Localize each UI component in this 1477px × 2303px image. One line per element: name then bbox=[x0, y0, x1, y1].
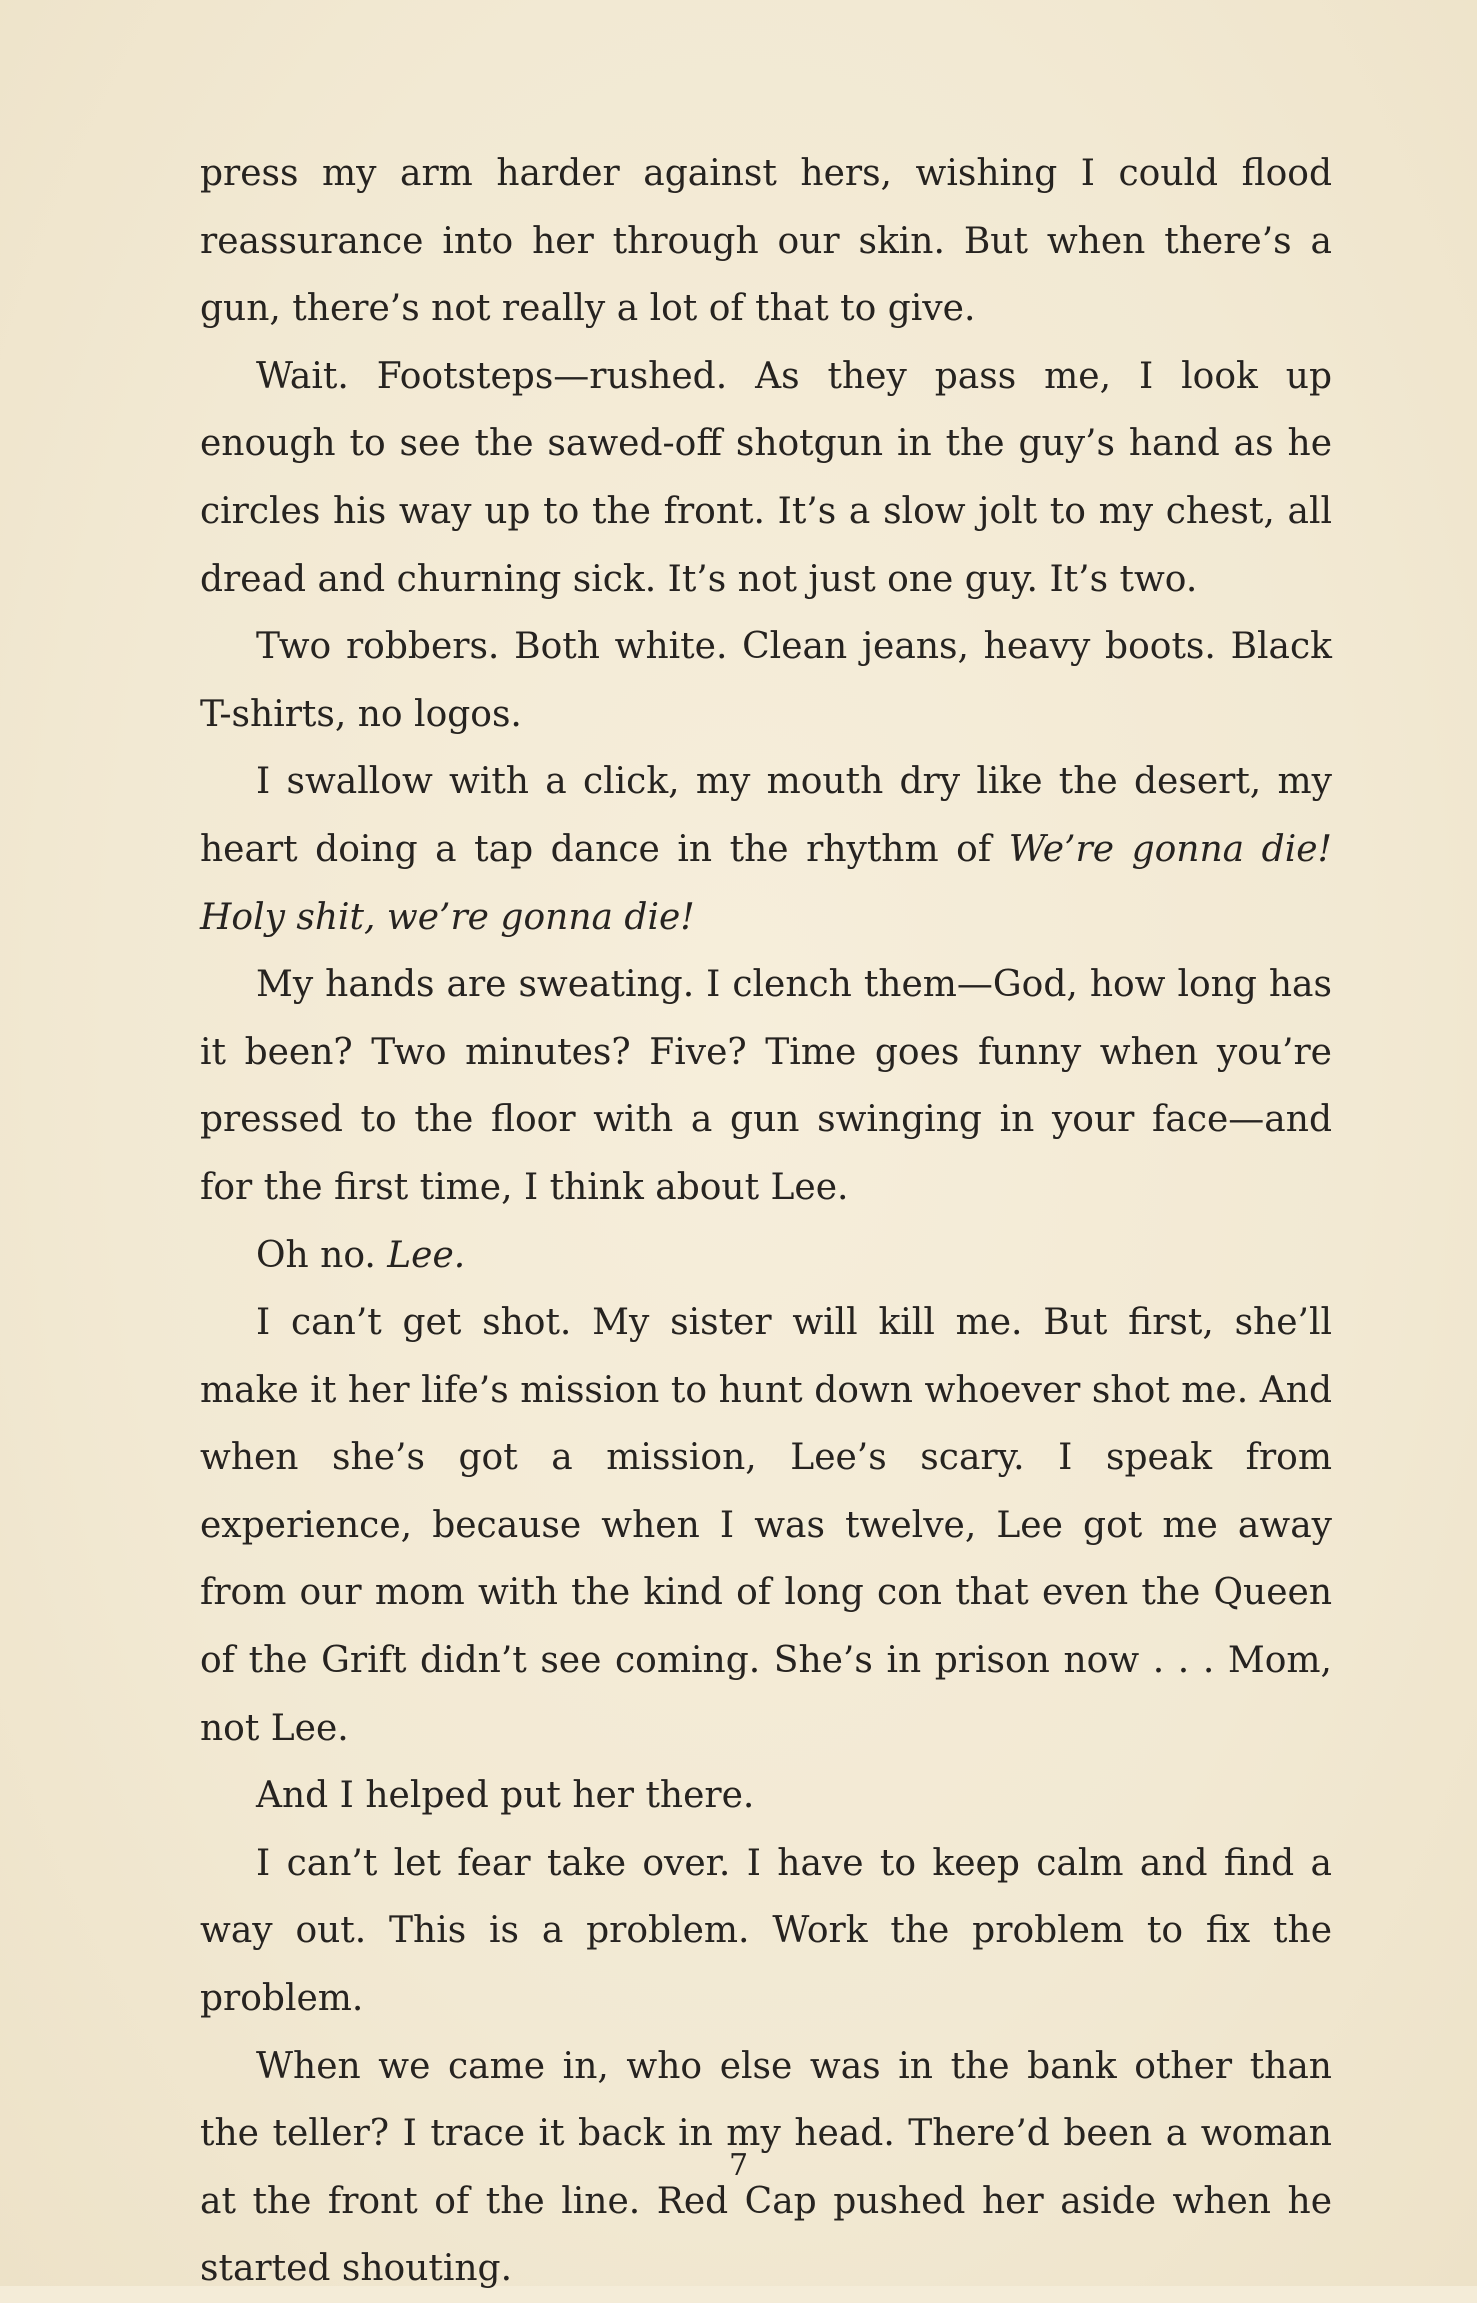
body-text bbox=[200, 140, 1332, 2303]
text-run: Two robbers. Both white. Clean jeans, heavy boots. Black T-shirts, no logos. bbox=[200, 626, 1332, 735]
text-run: Oh no. bbox=[256, 1234, 388, 1276]
paragraph bbox=[200, 1222, 1332, 1290]
italic-text: We’re gonna die! Holy shit, we’re gonna die! bbox=[200, 828, 1332, 938]
text-run: I can’t let fear take over. I have to keep calm and find a way out. This is a problem. Work the problem to fix the problem. bbox=[200, 1842, 1332, 2020]
paragraph bbox=[200, 1289, 1332, 1762]
text-run: I swallow with a click, my mouth dry like the desert, my heart doing a tap dance in the rhythm of bbox=[200, 761, 1332, 870]
paragraph bbox=[200, 1762, 1332, 1830]
paragraph bbox=[200, 1830, 1332, 2033]
text-run: press my arm harder against hers, wishing I could flood reassurance into her through our skin. But when there’s a gun, there’s not really a lot of that to give. bbox=[200, 153, 1332, 330]
text-run: When we came in, who else was in the bank other than the teller? I trace it back in my head. There’d been a woman at the front of the line. Red Cap pushed her aside when he started shouting. bbox=[200, 2045, 1332, 2290]
paragraph bbox=[200, 613, 1332, 748]
text-run: And I helped put her there. bbox=[256, 1775, 755, 1817]
paragraph bbox=[200, 748, 1332, 951]
text-run: Wait. Footsteps—rushed. As they pass me, I look up enough to see the sawed-off shotgun in the guy’s hand as he circles his way up to the front. It’s a slow jolt to my chest, all dread and churning sick. It’s not just one guy. It’s two. bbox=[200, 355, 1332, 600]
text-run: I can’t get shot. My sister will kill me. But first, she’ll make it her life’s mission to hunt down whoever shot me. And when she’s got a mission, Lee’s scary. I speak from experience, because when I was twelve, Lee got me away from our mom with the kind of long con that even the Queen of the Grift didn’t see coming. She’s in prison now . . . Mom, not Lee. bbox=[200, 1302, 1332, 1749]
page-number: 7 bbox=[728, 2148, 749, 2183]
text-run: My hands are sweating. I clench them—God, how long has it been? Two minutes? Five? Time goes funny when you’re pressed to the floor with a gun swinging in your face—and for the first time, I think about Lee. bbox=[200, 964, 1332, 1208]
paragraph bbox=[200, 343, 1332, 613]
italic-text: Lee. bbox=[387, 1234, 466, 1276]
paragraph bbox=[200, 140, 1332, 343]
paragraph bbox=[200, 951, 1332, 1221]
